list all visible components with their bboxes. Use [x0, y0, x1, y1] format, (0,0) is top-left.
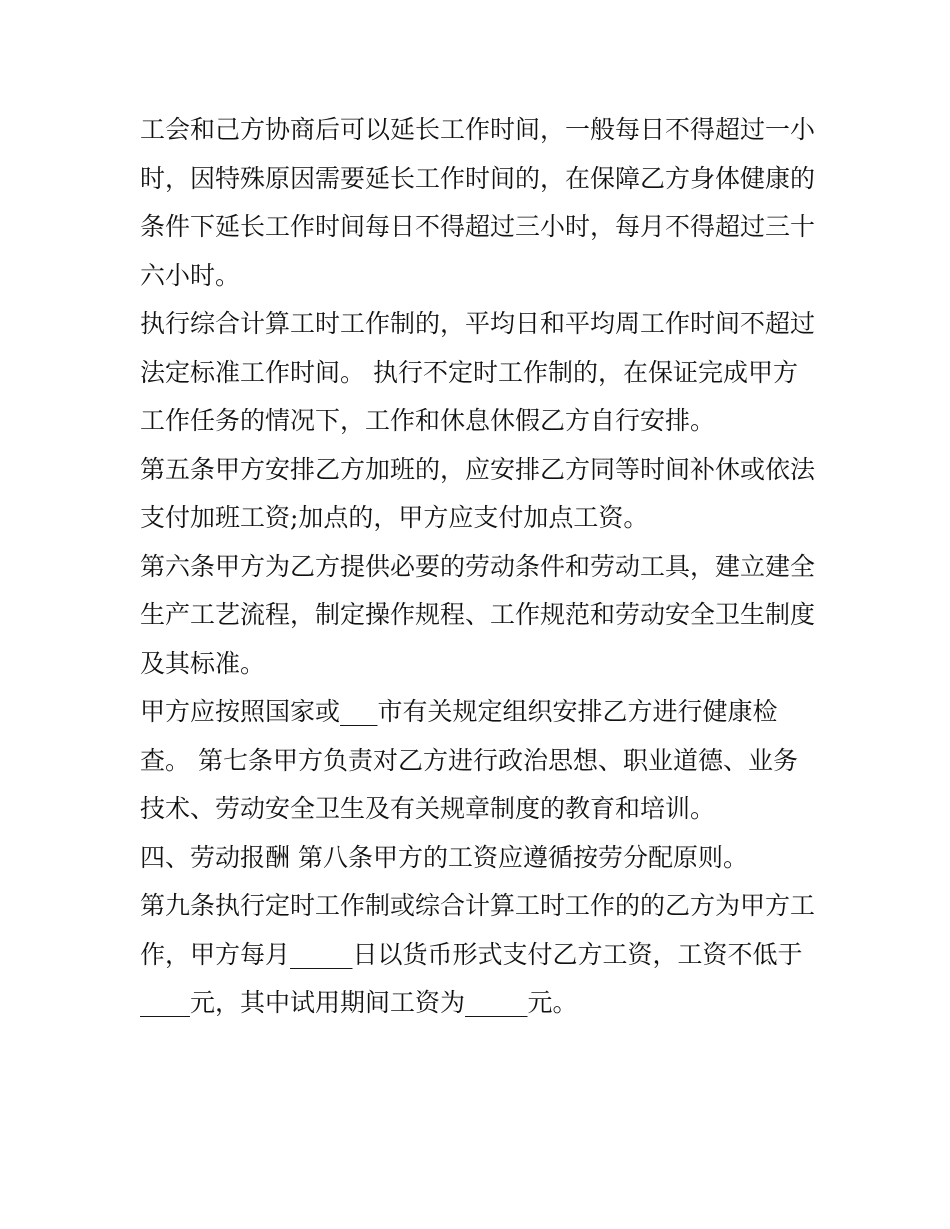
text-line: 六小时。 — [140, 260, 241, 290]
text-line: 时，因特殊原因需要延长工作时间的，在保障乙方身体健康的 — [140, 163, 816, 193]
text-line: 执行综合计算工时工作制的，平均日和平均周工作时间不超过 — [140, 309, 816, 338]
text-line: 支付加班工资;加点的，甲方应支付加点工资。 — [140, 503, 649, 532]
text-line: 工作任务的情况下，工作和休息休假乙方自行安排。 — [140, 406, 716, 435]
text-line: 工会和己方协商后可以延长工作时间，一般每日不得超过一小 — [140, 115, 816, 144]
text-line: 条件下延长工作时间每日不得超过三小时，每月不得超过三十 — [140, 212, 816, 241]
text-line: 甲方应按照国家或___市有关规定组织安排乙方进行健康检 — [140, 697, 778, 726]
text-line: 第五条甲方安排乙方加班的，应安排乙方同等时间补休或依法 — [140, 454, 816, 484]
text-line: 第九条执行定时工作制或综合计算工时工作的的乙方为甲方工 — [140, 891, 816, 920]
text-line: 技术、劳动安全卫生及有关规章制度的教育和培训。 — [140, 794, 716, 823]
text-line: 第六条甲方为乙方提供必要的劳动条件和劳动工具，建立建全 — [140, 551, 816, 581]
text-line: 四、劳动报酬 第八条甲方的工资应遵循按劳分配原则。 — [140, 842, 748, 872]
text-line: 查。 第七条甲方负责对乙方进行政治思想、职业道德、业务 — [140, 745, 798, 775]
document-body — [140, 106, 830, 1028]
text-line: 生产工艺流程，制定操作规程、工作规范和劳动安全卫生制度 — [140, 600, 816, 629]
text-line: 法定标准工作时间。 执行不定时工作制的，在保证完成甲方 — [140, 357, 798, 387]
text-line: ____元，其中试用期间工资为_____元。 — [140, 988, 578, 1017]
text-line: 及其标准。 — [140, 648, 266, 678]
text-line: 作，甲方每月_____日以货币形式支付乙方工资，工资不低于 — [140, 939, 803, 969]
